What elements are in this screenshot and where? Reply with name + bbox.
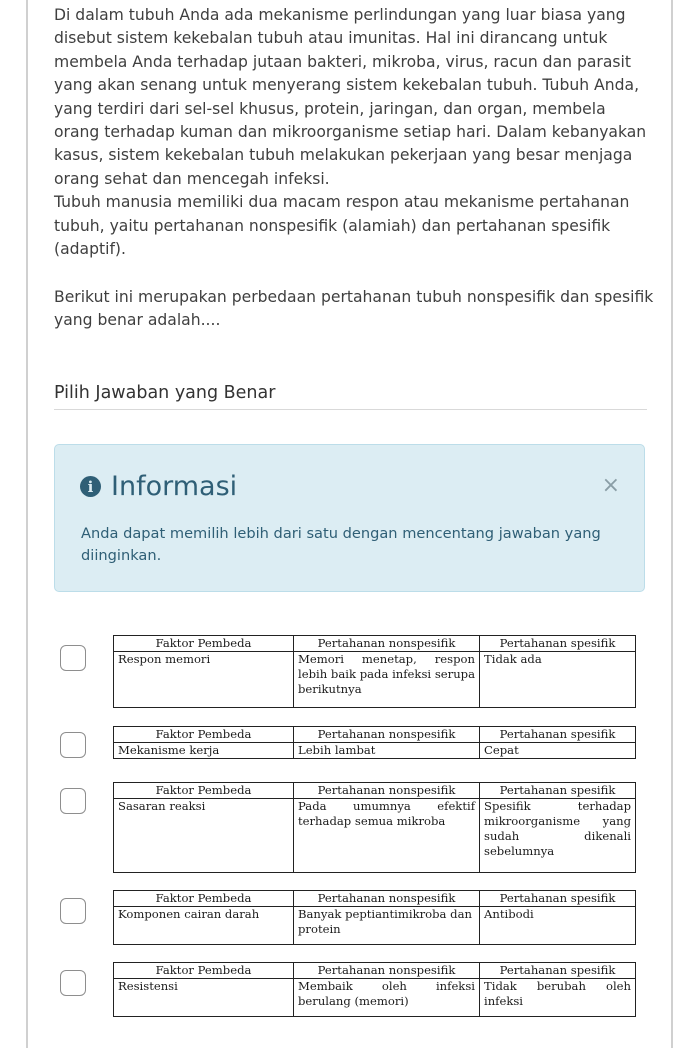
table-cell: Sasaran reaksi — [114, 799, 294, 873]
passage-paragraph-1: Di dalam tubuh Anda ada mekanisme perlindungan yang luar biasa yang disebut sistem kekebalan tubuh atau imunitas. Hal ini dirancang untuk membela Anda terhadap jutaan bakteri, mikroba, virus, racun dan parasit yang akan senang untuk menyerang sistem kekebalan tubuh. Tubuh Anda, yang terdiri dari sel-sel khusus, protein, jaringan, dan organ, membela orang terhadap kuman dan mikroorganisme setiap hari. Dalam kebanyakan kasus, sistem kekebalan tubuh melakukan pekerjaan yang besar menjaga orang sehat dan mencegah infeksi. — [54, 6, 647, 188]
table-cell: Memori menetap, respon lebih baik pada infeksi serupa berikutnya — [294, 652, 480, 708]
info-title-text: Informasi — [111, 471, 238, 502]
option-table-3 — [113, 782, 636, 873]
option-checkbox-3[interactable] — [60, 788, 86, 814]
table-header: Pertahanan nonspesifik — [294, 636, 480, 652]
table-header: Pertahanan spesifik — [480, 727, 636, 743]
option-table-1 — [113, 635, 636, 708]
table-header: Faktor Pembeda — [114, 963, 294, 979]
table-header: Faktor Pembeda — [114, 727, 294, 743]
option-checkbox-4[interactable] — [60, 898, 86, 924]
table-header: Faktor Pembeda — [114, 891, 294, 907]
option-table-5 — [113, 962, 636, 1017]
frame-right-border — [671, 0, 673, 1048]
table-header: Pertahanan spesifik — [480, 891, 636, 907]
table-cell: Mekanisme kerja — [114, 743, 294, 759]
table-cell: Antibodi — [480, 907, 636, 945]
info-alert-title — [80, 471, 237, 502]
table-header: Faktor Pembeda — [114, 636, 294, 652]
question-passage — [54, 4, 654, 261]
table-header: Pertahanan nonspesifik — [294, 963, 480, 979]
table-cell: Banyak peptiantimikroba dan protein — [294, 907, 480, 945]
table-cell: Cepat — [480, 743, 636, 759]
table-cell: Pada umumnya efektif terhadap semua mikroba — [294, 799, 480, 873]
table-cell: Membaik oleh infeksi berulang (memori) — [294, 979, 480, 1017]
table-header: Pertahanan nonspesifik — [294, 891, 480, 907]
table-header: Pertahanan spesifik — [480, 636, 636, 652]
question-text: Berikut ini merupakan perbedaan pertahanan tubuh nonspesifik dan spesifik yang benar adalah.... — [54, 288, 654, 330]
table-header: Pertahanan spesifik — [480, 783, 636, 799]
table-header: Pertahanan nonspesifik — [294, 727, 480, 743]
table-cell: Spesifik terhadap mikroorganisme yang sudah dikenali sebelumnya — [480, 799, 636, 873]
section-title: Pilih Jawaban yang Benar — [54, 383, 276, 403]
table-header: Faktor Pembeda — [114, 783, 294, 799]
passage-paragraph-2: Tubuh manusia memiliki dua macam respon atau mekanisme pertahanan tubuh, yaitu pertahanan nonspesifik (alamiah) dan pertahanan spesifik (adaptif). — [54, 193, 630, 259]
table-header: Pertahanan nonspesifik — [294, 783, 480, 799]
option-table-4 — [113, 890, 636, 945]
info-icon: i — [80, 476, 101, 497]
table-cell: Tidak berubah oleh infeksi — [480, 979, 636, 1017]
info-alert — [54, 444, 645, 592]
option-checkbox-1[interactable] — [60, 645, 86, 671]
table-cell: Respon memori — [114, 652, 294, 708]
table-cell: Lebih lambat — [294, 743, 480, 759]
close-icon[interactable]: × — [601, 473, 620, 498]
option-table-2 — [113, 726, 636, 759]
table-header: Pertahanan spesifik — [480, 963, 636, 979]
frame-left-border — [26, 0, 28, 1048]
table-cell: Resistensi — [114, 979, 294, 1017]
option-checkbox-2[interactable] — [60, 732, 86, 758]
info-alert-text: Anda dapat memilih lebih dari satu dengan mencentang jawaban yang diinginkan. — [81, 525, 601, 564]
table-cell: Tidak ada — [480, 652, 636, 708]
option-checkbox-5[interactable] — [60, 970, 86, 996]
table-cell: Komponen cairan darah — [114, 907, 294, 945]
section-divider — [54, 409, 647, 410]
